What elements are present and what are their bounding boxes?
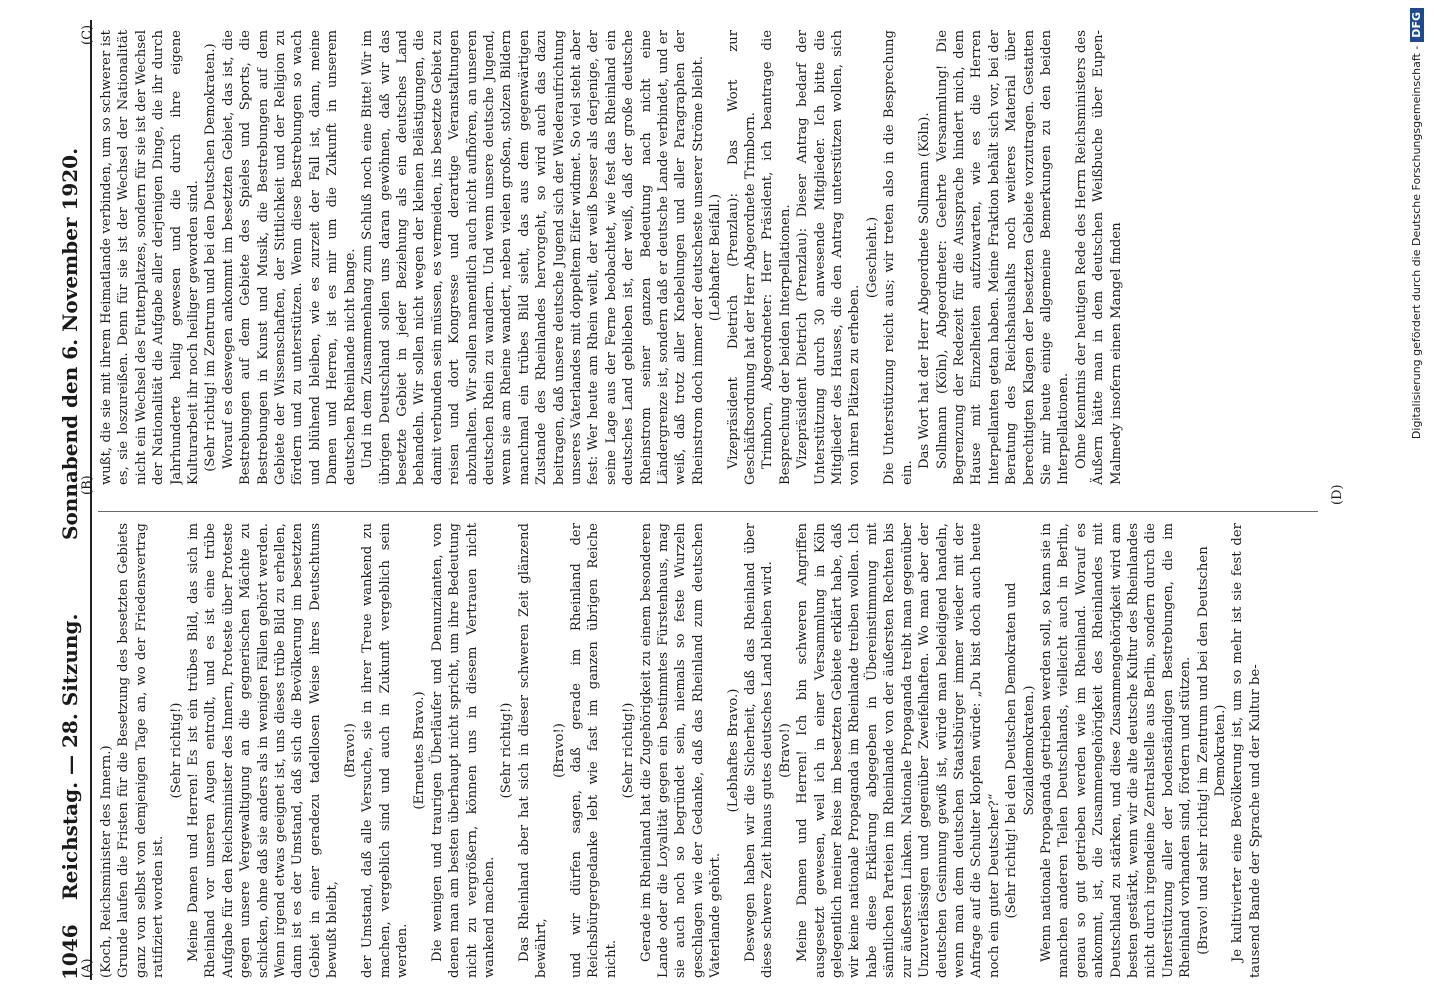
paragraph: (Bravo!) <box>777 723 793 778</box>
paragraph: (Bravo!) <box>342 723 358 778</box>
paragraph: (Sehr richtig!) <box>168 702 184 799</box>
paragraph: (Sehr richtig! im Zentrum und bei den Deutschen Demokraten.) <box>203 43 219 472</box>
margin-mark-a: (A) <box>80 958 95 978</box>
text-column-left <box>98 523 1318 978</box>
paragraph: Grunde laufen die Fristen für die Besetzung des besetzten Gebiets ganz von selbst von demjenigen Tage an, wo der Friedensvertrag ratifiziert worden ist. <box>116 523 167 978</box>
paragraph: (Sehr richtig!) <box>621 702 637 799</box>
paragraph: (Erneutes Bravo.) <box>412 691 428 810</box>
paragraph: (Lebhaftes Bravo.) <box>725 688 741 813</box>
session-title: Reichstag. — 28. Sitzung. <box>58 613 82 900</box>
digitization-stamp <box>1402 8 1432 988</box>
text-column-right <box>98 30 1318 485</box>
paragraph: Vizepräsident Dietrich (Prenzlau): Das Wort zur Geschäftsordnung hat der Herr Abgeordnete Trimborn. <box>725 30 759 485</box>
paragraph: (Bravo!) <box>551 723 567 778</box>
paragraph: (Sehr richtig!) <box>499 702 515 799</box>
paragraph: (Sehr richtig! bei den Deutschen Demokraten und Sozialdemokraten.) <box>1004 582 1037 919</box>
paragraph: Die wenigen und traurigen Überläufer und Denunzianten, von denen man am besten überhaupt nicht spricht, um ihre Bedeutung nicht zu vergrößern, können uns in diesem Vertrauen nicht wankend machen. <box>429 523 497 978</box>
page-number: 1046 <box>58 924 82 980</box>
dfg-logo: DFG <box>1410 8 1424 42</box>
paragraph: Je kultivierter eine Bevölkerung ist, um so mehr ist sie fest der tausend Bande der Sprache und der Kultur be- <box>1230 523 1263 978</box>
paragraph: Das Wort hat der Herr Abgeordnete Sollmann (Köln). <box>917 112 933 469</box>
session-date: Sonnabend den 6. November 1920. <box>58 147 82 540</box>
paragraph: (Lebhafter Beifall.) <box>708 193 724 322</box>
paragraph: Ohne Kenntnis der heutigen Rede des Herrn Reichsministers des Äußern hätte man in dem deutschen Weißbuche über Eupen-Malmedy insofern einen Mangel finden <box>1073 30 1124 485</box>
margin-mark-b: (B) <box>80 475 95 495</box>
paragraph: Die Unterstützung reicht aus; wir treten also in die Besprechung ein. <box>882 30 915 485</box>
paragraph: Vizepräsident Dietrich (Prenzlau): Dieser Antrag bedarf der Unterstützung durch 30 anwesende Mitglieder. Ich bitte die Mitglieder des Hauses, die den Antrag unterstützen wollen, sich von ihren Plätzen zu erheben. <box>795 30 863 485</box>
paragraph: und wir dürfen sagen, daß gerade im Rheinland der Reichsbürgergedanke lebt wie fast im ganzen übrigen Reiche nicht. <box>568 523 619 978</box>
margin-mark-c: (C) <box>80 24 95 45</box>
paragraph: (Koch, Reichsminister des Innern.) <box>99 745 114 978</box>
paragraph: Wenn nationale Propaganda getrieben werden soll, so kann sie in manchen anderen Teilen Deutschlands, vielleicht auch in Berlin, genau so gut getrieben werden wie im Rheinland. Worauf es ankommt, ist, die Zusammengehörigkeit des Rheinlandes mit Deutschland zu stärken, und diese Zusammengehörigkeit wird am besten gestärkt, wenn wir die alte deutsche Kultur des Rheinlandes nicht durch irgendeine Zentralstelle aus Berlin, sondern durch die Unterstützung aller der bodenständigen Bestrebungen, die im Rheinland vorhanden sind, fördern und stützen. <box>1038 523 1194 978</box>
paragraph: Trimborn, Abgeordneter: Herr Präsident, ich beantrage die Besprechung der beiden Interpellationen. <box>760 30 793 485</box>
paragraph: Das Rheinland aber hat sich in dieser schweren Zeit glänzend bewährt, <box>516 523 550 978</box>
paragraph: Worauf es deswegen ankommt im besetzten Gebiet, das ist, die Bestrebungen auf dem Gebiete des Spieles und Sports, die Bestrebungen in Kunst und Musik, die Bestrebungen auf dem Gebiete der Wissenschaften, der Sittlichkeit und der Religion zu fördern und zu unterstützen. Wenn diese Bestrebungen so wach und blühend bleiben, wie es zurzeit der Fall ist, dann, meine Damen und Herren, ist es mir um die Zukunft in unserem deutschen Rheinlande nicht bange. <box>220 30 358 485</box>
stamp-caption: Digitalisierung gefördert durch die Deutsche Forschungsgemeinschaft - <box>1410 45 1423 440</box>
page-header <box>58 20 88 980</box>
paragraph: Meine Damen und Herren! Ich bin schweren Angriffen ausgesetzt gewesen, weil ich in einer Versammlung in Köln gelegentlich meiner Reise im besetzten Gebiete erklärt habe, daß wir keine nationale Propaganda im Rheinlande treiben wollen. Ich habe diese Erklärung abgegeben in Übereinstimmung mit sämtlichen Parteien im Rheinlande von der äußersten Rechten bis zur äußersten Linken. Nationale Propaganda treibt man gegenüber Unzuverlässigen und gegenüber Zweifelhaften. Wo man aber der deutschen Gesinnung gewiß ist, würde man beleidigend handeln, wenn man dem deutschen Staatsbürger immer wieder mit der Anfrage auf die Schulter klopfen würde: „Du bist doch auch heute noch ein guter Deutscher?“ <box>795 523 1002 978</box>
paragraph: Sollmann (Köln), Abgeordneter: Geehrte Versammlung! Die Begrenzung der Redezeit für die Aussprache hindert mich, dem Hause mit Einzelheiten aufzuwarten, wie es die Herren Interpellanten getan haben. Meine Fraktion behält sich vor, bei der Beratung des Reichshaushalts noch weiteres Material über berechtigten Klagen der besetzten Gebiete vorzutragen. Gestatten Sie mir heute einige allgemeine Bemerkungen zu den beiden Interpellationen. <box>934 30 1072 485</box>
paragraph: der Umstand, daß alle Versuche, sie in ihrer Treue wankend zu machen, vergeblich sind und auch in Zukunft vergeblich sein werden. <box>360 523 410 978</box>
paragraph: (Geschieht.) <box>864 216 880 299</box>
paragraph: Gerade im Rheinland hat die Zugehörigkeit zu einem besonderen Lande oder die Loyalität gegen ein bestimmtes Fürstenhaus, mag sie auch noch so begründet sein, niemals so feste Wurzeln geschlagen wie der Gedanke, daß das Rheinland zum deutschen Vaterlande gehört. <box>638 523 724 978</box>
paragraph: wußt, die sie mit ihrem Heimatlande verbinden, um so schwerer ist es, sie loszureißen. Denn für sie ist der Wechsel der Nationalität nicht ein Wechsel des Futterplatzes, sondern für sie ist der Wechsel der Nationalität die Aufgabe aller derjenigen Dinge, die ihr durch Jahrhunderte heilig gewesen und die durch ihre eigene Kulturarbeit ihr noch heiliger geworden sind. <box>99 30 202 485</box>
paragraph: Meine Damen und Herren! Es ist ein trübes Bild, das sich im Rheinland vor unseren Augen entrollt, und es ist eine trübe Aufgabe für den Reichsminister des Innern, Proteste über Proteste gegen unsere Vergewaltigung an die gegnerischen Mächte zu schicken, ohne daß sie anders als in wenigen Fällen gehört werden. Wenn irgend etwas geeignet ist, uns dieses trübe Bild zu erhellen, dann ist es der Umstand, daß sich die Bevölkerung im besetzten Gebiet in einer geradezu tadellosen Weise ihres Deutschtums bewußt bleibt, <box>186 523 341 978</box>
paragraph: Und in dem Zusammenhang zum Schluß noch eine Bitte! Wir im übrigen Deutschland sollen uns daran gewöhnen, daß wir das besetzte Gebiet in jeder Beziehung als ein deutsches Land behandeln. Wir sollen nicht wegen der kleinen Belästigungen, die damit verbunden sein müssen, es vermeiden, ins besetzte Gebiet zu reisen und dort Kongresse und derartige Veranstaltungen abzuhalten. Wir sollen namentlich auch nicht aufhören, an unseren deutschen Rhein zu wandern. Und wenn unsere deutsche Jugend, wenn sie am Rheine wandert, neben vielen großen, stolzen Bildern manchmal ein trübes Bild sieht, das aus dem gegenwärtigen Zustande des Rheinlandes hervorgeht, so wird auch das dazu beitragen, daß unsere deutsche Jugend sich der Wiederaufrichtung unseres Vaterlandes mit doppeltem Eifer widmet. So viel steht aber fest: Wer heute am Rhein weilt, der weiß besser als derjenige, der seine Lage aus der Ferne beobachtet, wie fest das Rheinland ein deutsches Land geblieben ist, der weiß, daß der große deutsche Rheinstrom seiner ganzen Bedeutung nach nicht eine Ländergrenze ist, sondern daß er deutsche Lande verbindet, und er weiß, daß trotz aller Knebelungen und aller Paragraphen der Rheinstrom doch immer der deutscheste unserer Ströme bleibt. <box>360 30 706 485</box>
paragraph: Deswegen haben wir die Sicherheit, daß das Rheinland über diese schwere Zeit hinaus gutes deutsches Land bleiben wird. <box>743 523 776 978</box>
header-rule <box>90 20 92 980</box>
paragraph: (Bravo! und sehr richtig! im Zentrum und bei den Deutschen Demokraten.) <box>1195 546 1228 955</box>
column-divider <box>98 511 1318 512</box>
margin-mark-d: (D) <box>1330 484 1345 505</box>
stamp-text <box>1402 8 1432 988</box>
